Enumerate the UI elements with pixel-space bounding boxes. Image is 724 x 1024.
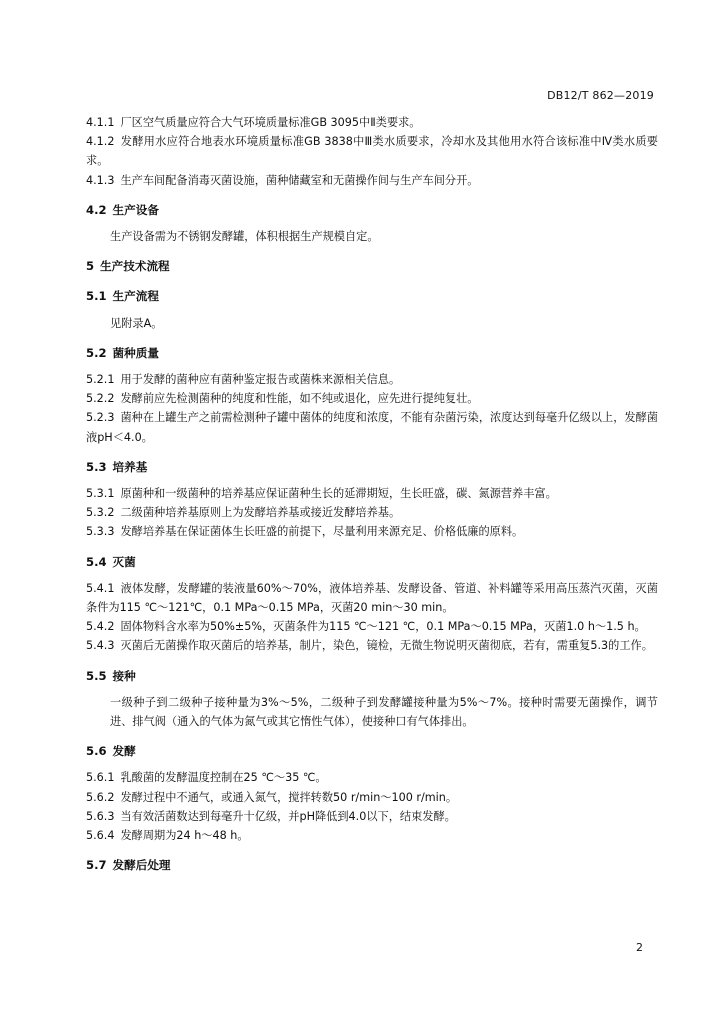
body-paragraph: 一级种子到二级种子接种量为3%～5%，二级种子到发酵罐接种量为5%～7%。接种时需要无菌操作，调节进、排气阀（通入的气体为氮气或其它惰性气体），使接种口有气体排出。 — [110, 695, 658, 729]
clause-number: 5.2.1 — [86, 373, 115, 387]
clause-5-4-1 — [86, 579, 658, 617]
section-number: 5.6 — [86, 744, 107, 759]
clause-text: 菌种在上罐生产之前需检测种子罐中菌体的纯度和浓度，不能有杂菌污染，浓度达到每毫升亿级以上，发酵菌液pH＜4.0。 — [86, 411, 658, 444]
clause-text: 发酵前应先检测菌种的纯度和性能，如不纯或退化，应先进行提纯复壮。 — [120, 392, 479, 406]
section-heading-4-2 — [86, 201, 658, 220]
section-title: 生产设备 — [112, 202, 159, 217]
section-number: 4.2 — [86, 202, 107, 217]
clause-5-3-2 — [86, 503, 658, 522]
clause-number: 4.1.2 — [86, 135, 115, 149]
clause-text: 乳酸菌的发酵温度控制在25 ℃～35 ℃。 — [120, 771, 327, 785]
clause-number: 5.4.2 — [86, 620, 115, 634]
clause-text: 固体物料含水率为50%±5%，灭菌条件为115 ℃～121 ℃，0.1 MPa～0.15 MPa，灭菌1.0 h～1.5 h。 — [120, 620, 646, 634]
clause-4-1-3 — [86, 171, 658, 190]
clause-text: 发酵过程中不通气，或通入氮气，搅拌转数50 r/min～100 r/min。 — [120, 790, 458, 804]
clause-number: 5.3.2 — [86, 506, 115, 520]
clause-text: 当有效活菌数达到每毫升十亿级，并pH降低到4.0以下，结束发酵。 — [120, 809, 456, 823]
section-number: 5 — [86, 259, 95, 274]
clause-text: 厂区空气质量应符合大气环境质量标准GB 3095中Ⅱ类要求。 — [120, 116, 421, 129]
clause-5-4-3 — [86, 636, 658, 655]
clause-5-4-2 — [86, 617, 658, 636]
section-heading-5-3 — [86, 458, 658, 477]
clause-number: 5.2.2 — [86, 392, 115, 406]
clause-5-6-2 — [86, 788, 658, 807]
page-number: 2 — [636, 941, 643, 954]
clause-5-6-1 — [86, 768, 658, 787]
clause-number: 5.3.3 — [86, 525, 115, 539]
clause-number: 5.6.2 — [86, 790, 115, 804]
section-title: 发酵后处理 — [112, 858, 171, 873]
clause-number: 5.2.3 — [86, 411, 115, 425]
clause-number: 5.4.3 — [86, 639, 115, 653]
clause-5-2-1 — [86, 370, 658, 389]
section-title: 发酵 — [112, 744, 136, 759]
clause-number: 5.3.1 — [86, 487, 115, 501]
section-heading-5-7 — [86, 856, 658, 875]
section-heading-5-6 — [86, 742, 658, 761]
clause-5-3-3 — [86, 522, 658, 541]
clause-4-1-2 — [86, 132, 658, 170]
section-title: 接种 — [112, 668, 136, 683]
section-title: 培养基 — [112, 459, 148, 474]
clause-text: 二级菌种培养基原则上为发酵培养基或接近发酵培养基。 — [120, 506, 401, 520]
clause-5-6-4 — [86, 826, 658, 845]
clause-text: 发酵培养基在保证菌体生长旺盛的前提下，尽量利用来源充足、价格低廉的原料。 — [120, 525, 524, 539]
section-number: 5.4 — [86, 554, 107, 569]
clause-number: 4.1.3 — [86, 173, 115, 187]
clause-5-3-1 — [86, 484, 658, 503]
section-heading-5-2 — [86, 344, 658, 363]
clause-text: 原菌种和一级菌种的培养基应保证菌种生长的延滞期短，生长旺盛，碳、氮源营养丰富。 — [120, 487, 557, 501]
section-number: 5.2 — [86, 345, 107, 360]
section-title: 灭菌 — [112, 554, 136, 569]
section-number: 5.1 — [86, 289, 107, 304]
clause-number: 5.6.1 — [86, 771, 115, 785]
clause-number: 4.1.1 — [86, 116, 115, 129]
section-title: 生产技术流程 — [100, 259, 170, 274]
clause-text: 灭菌后无菌操作取灭菌后的培养基，制片，染色，镜检，无微生物说明灭菌彻底，若有，需重复5.3的工作。 — [120, 639, 653, 653]
clause-5-6-3 — [86, 807, 658, 826]
standard-code: DB12/T 862—2019 — [547, 89, 654, 102]
clause-text: 生产车间配备消毒灭菌设施，菌种储藏室和无菌操作间与生产车间分开。 — [120, 173, 479, 187]
clause-4-1-1 — [86, 113, 658, 132]
section-number: 5.3 — [86, 459, 107, 474]
clause-text: 发酵用水应符合地表水环境质量标准GB 3838中Ⅲ类水质要求，冷却水及其他用水符合该标准中Ⅳ类水质要求。 — [86, 135, 658, 168]
clause-number: 5.6.3 — [86, 809, 115, 823]
section-title: 生产流程 — [112, 289, 159, 304]
clause-number: 5.6.4 — [86, 829, 115, 843]
clause-text: 发酵周期为24 h～48 h。 — [120, 829, 249, 843]
section-heading-5-4 — [86, 553, 658, 572]
section-heading-5-5 — [86, 667, 658, 686]
section-heading-5-1 — [86, 287, 658, 306]
clause-5-2-2 — [86, 389, 658, 408]
clause-number: 5.4.1 — [86, 581, 115, 595]
body-paragraph: 见附录A。 — [110, 316, 163, 330]
clause-text: 液体发酵，发酵罐的装液量60%～70%，液体培养基、发酵设备、管道、补料罐等采用高压蒸汽灭菌，灭菌条件为115 ℃～121℃，0.1 MPa～0.15 MPa，灭菌20 min～30 min。 — [86, 581, 658, 615]
clause-text: 用于发酵的菌种应有菌种鉴定报告或菌株来源相关信息。 — [120, 373, 401, 387]
clause-5-2-3 — [86, 408, 658, 446]
document-body — [86, 113, 658, 876]
section-heading-5 — [86, 257, 658, 276]
section-title: 菌种质量 — [112, 345, 159, 360]
section-number: 5.5 — [86, 668, 107, 683]
section-number: 5.7 — [86, 858, 107, 873]
body-paragraph: 生产设备需为不锈钢发酵罐，体积根据生产规模自定。 — [110, 230, 379, 244]
